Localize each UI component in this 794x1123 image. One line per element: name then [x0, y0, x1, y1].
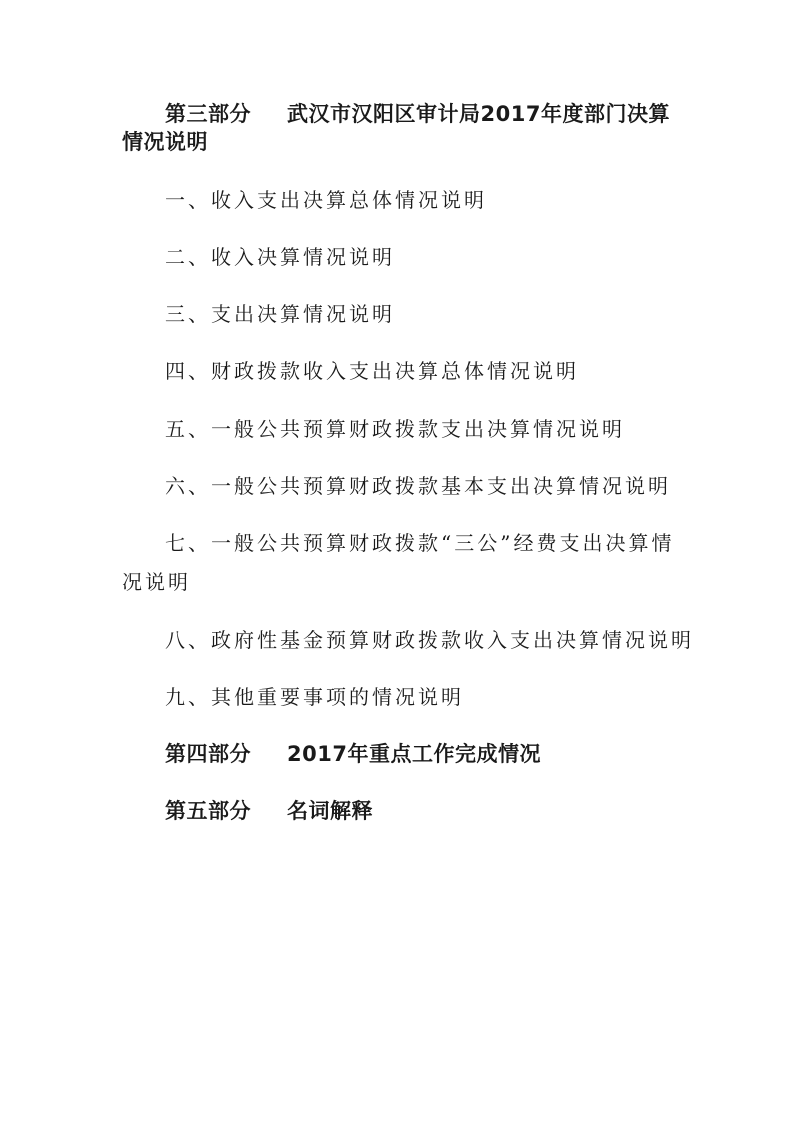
- part5-title: 名词解释: [287, 799, 373, 823]
- toc-item-2: 二、收入决算情况说明: [165, 245, 395, 269]
- part3-title-line1: 武汉市汉阳区审计局2017年度部门决算: [287, 102, 670, 126]
- toc-item-5: 五、一般公共预算财政拨款支出决算情况说明: [165, 417, 625, 441]
- toc-item-9: 九、其他重要事项的情况说明: [165, 685, 464, 709]
- part3-heading: [165, 98, 670, 128]
- toc-item-7-line2: 况说明: [122, 570, 191, 594]
- toc-item-3: 三、支出决算情况说明: [165, 302, 395, 326]
- toc-item-4: 四、财政拨款收入支出决算总体情况说明: [165, 359, 579, 383]
- toc-item-8: 八、政府性基金预算财政拨款收入支出决算情况说明: [165, 628, 694, 652]
- part5-heading: [165, 795, 373, 825]
- part4-heading: [165, 738, 541, 768]
- toc-item-7-line1: 七、一般公共预算财政拨款“三公”经费支出决算情: [165, 531, 675, 555]
- toc-item-1: 一、收入支出决算总体情况说明: [165, 188, 487, 212]
- part5-label: 第五部分: [165, 799, 251, 823]
- toc-item-6: 六、一般公共预算财政拨款基本支出决算情况说明: [165, 474, 671, 498]
- part4-title: 2017年重点工作完成情况: [287, 742, 541, 766]
- part4-label: 第四部分: [165, 742, 251, 766]
- part3-label: 第三部分: [165, 102, 251, 126]
- part3-title-line2: 情况说明: [122, 130, 208, 154]
